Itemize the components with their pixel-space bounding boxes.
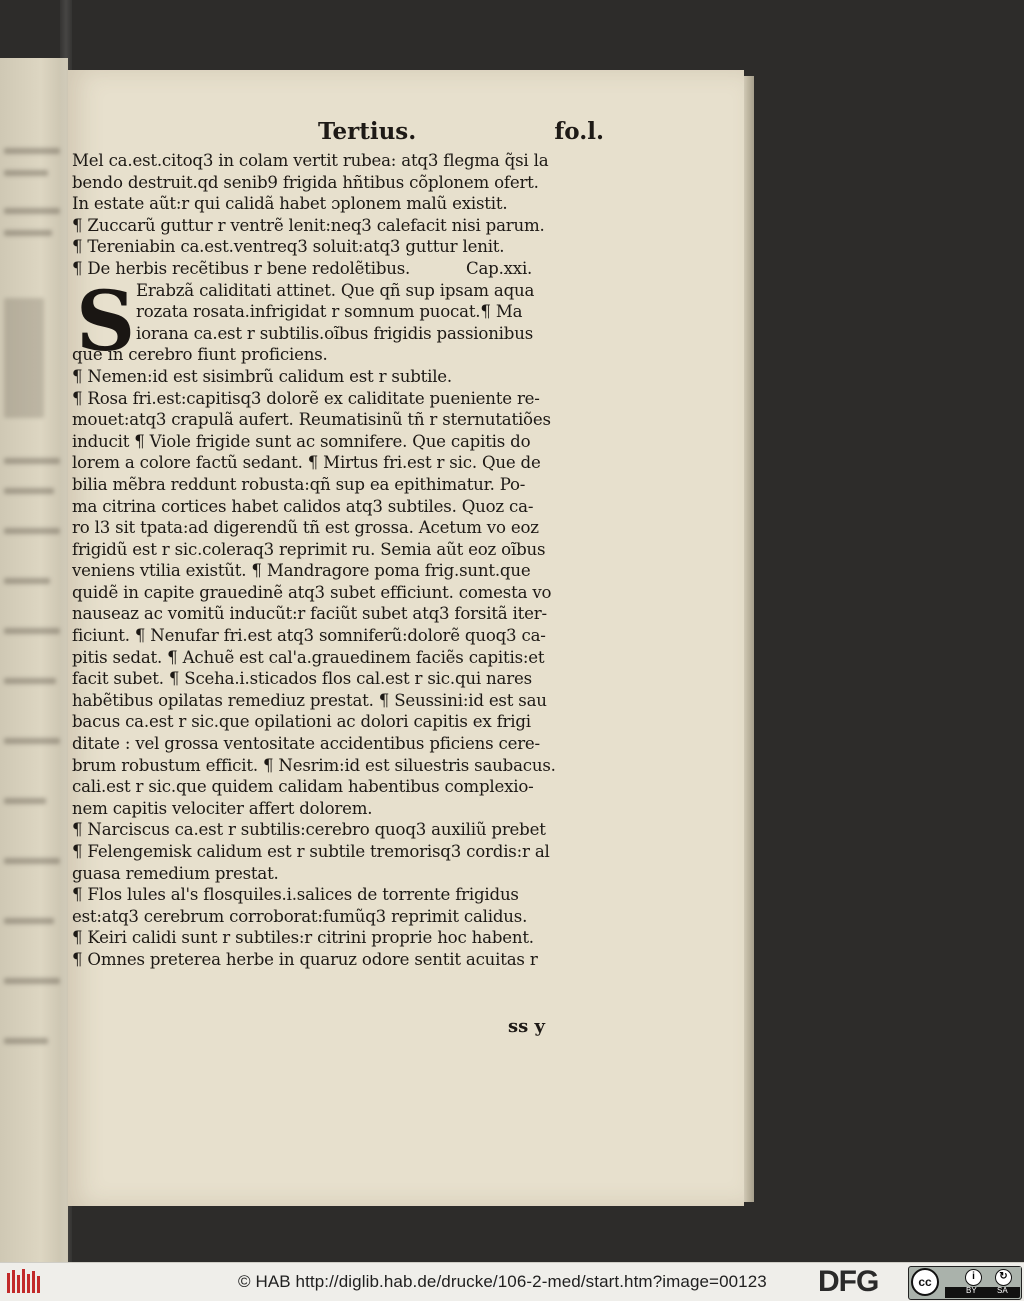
text-line: Erabzã caliditati attinet. Que qñ sup ipsam aqua	[136, 280, 535, 300]
signature-mark: ss y	[508, 1016, 545, 1037]
source-link[interactable]: © HAB http://diglib.hab.de/drucke/106-2-med/start.htm?image=00123	[238, 1272, 767, 1291]
text-line: quidẽ in capite grauedinẽ atq3 subet efficiunt. comesta vo	[72, 582, 552, 602]
footer-bar	[0, 1262, 1024, 1301]
text-line: que in cerebro fiunt proficiens.	[72, 345, 328, 365]
text-line: bendo destruit.qd senib9 frigida hñtibus cõplonem ofert.	[72, 172, 539, 192]
running-head-title: Tertius.	[318, 118, 417, 145]
text-line: pitis sedat. ¶ Achuẽ est cal'a.grauedinem faciẽs capitis:et	[72, 647, 545, 667]
text-line: bilia mẽbra reddunt robusta:qñ sup ea epithimatur. Po-	[72, 474, 526, 494]
text-line: iorana ca.est r subtilis.oĩbus frigidis passionibus	[136, 323, 534, 343]
text-line: nem capitis velociter affert dolorem.	[72, 798, 373, 818]
folio-number: fo.l.	[554, 118, 604, 145]
text-line: In estate aũt:r qui calidã habet ɔplonem malũ existit.	[72, 194, 508, 214]
text-line: cali.est r sic.que quidem calidam habentibus complexio-	[72, 777, 534, 797]
cc-by-label: BY	[966, 1286, 977, 1295]
text-line: ¶ Omnes preterea herbe in quaruz odore sentit acuitas r	[72, 949, 538, 969]
text-line: ¶ Narciscus ca.est r subtilis:cerebro quoq3 auxiliũ prebet	[72, 820, 546, 840]
cc-sa-label: SA	[997, 1286, 1008, 1295]
text-line: inducit ¶ Viole frigide sunt ac somnifere. Que capitis do	[72, 431, 531, 451]
share-alike-icon: ↻	[995, 1269, 1012, 1286]
text-line: est:atq3 cerebrum corroborat:fumũq3 reprimit calidus.	[72, 906, 528, 926]
drop-cap-initial: S	[76, 274, 136, 370]
text-line: ¶ Rosa fri.est:capitisq3 dolorẽ ex caliditate pueniente re-	[72, 388, 540, 408]
text-line: ¶ Felengemisk calidum est r subtile tremorisq3 cordis:r al	[72, 842, 550, 861]
chapter-heading: ¶ De herbis recẽtibus r bene redolẽtibus. Cap.xxi.	[72, 258, 533, 278]
text-line: ma citrina cortices habet calidos atq3 subtiles. Quoz ca-	[72, 496, 534, 516]
text-line: mouet:atq3 crapulã aufert. Reumatisinũ tñ r sternutatiões	[72, 410, 551, 430]
text-line: ditate : vel grossa ventositate accidentibus pficiens cere-	[72, 734, 540, 754]
body-text	[72, 150, 620, 971]
text-line: ficiunt. ¶ Nenufar fri.est atq3 somniferũ:dolorẽ quoq3 ca-	[72, 626, 546, 646]
text-line: bacus ca.est r sic.que opilationi ac dolori capitis ex frigi	[72, 712, 531, 732]
text-line: nauseaz ac vomitũ inducũt:r faciũt subet atq3 forsitã iter-	[72, 604, 547, 624]
dfg-logo[interactable]: DFG	[818, 1265, 879, 1298]
text-line: veniens vtilia existũt. ¶ Mandragore poma frig.sunt.que	[72, 561, 531, 581]
text-line: Mel ca.est.citoq3 in colam vertit rubea: atq3 flegma q̃si la	[72, 151, 549, 170]
text-line: ¶ Flos lules al's flosquiles.i.salices de torrente frigidus	[72, 885, 519, 905]
text-line: ¶ Zuccarũ guttur r ventrẽ lenit:neq3 calefacit nisi parum.	[72, 215, 545, 235]
text-line: brum robustum efficit. ¶ Nesrim:id est siluestris saubacus.	[72, 755, 556, 775]
cc-license-badge[interactable]	[908, 1266, 1022, 1300]
cc-icon: cc	[911, 1268, 939, 1296]
text-line: ¶ Tereniabin ca.est.ventreq3 soluit:atq3 guttur lenit.	[72, 237, 505, 257]
text-line: ¶ Nemen:id est sisimbrũ calidum est r subtile.	[72, 366, 452, 386]
facing-page-left	[0, 58, 68, 1262]
text-line: ¶ Keiri calidi sunt r subtiles:r citrini proprie hoc habent.	[72, 928, 534, 948]
text-line: lorem a colore factũ sedant. ¶ Mirtus fri.est r sic. Que de	[72, 453, 541, 473]
hab-logo-icon[interactable]	[6, 1267, 44, 1297]
text-line: guasa remedium prestat.	[72, 863, 279, 883]
text-line: facit subet. ¶ Sceha.i.sticados flos cal.est r sic.qui nares	[72, 669, 532, 689]
running-head	[318, 118, 604, 152]
text-line: ro l3 sit tpata:ad digerendũ tñ est grossa. Acetum vo eoz	[72, 518, 539, 538]
text-line: frigidũ est r sic.coleraq3 reprimit ru. Semia aũt eoz oĩbus	[72, 539, 546, 559]
by-attribution-icon: i	[965, 1269, 982, 1286]
text-line: habẽtibus opilatas remediuz prestat. ¶ Seussini:id est sau	[72, 690, 547, 710]
text-line: rozata rosata.infrigidat r somnum puocat.¶ Ma	[136, 302, 523, 322]
